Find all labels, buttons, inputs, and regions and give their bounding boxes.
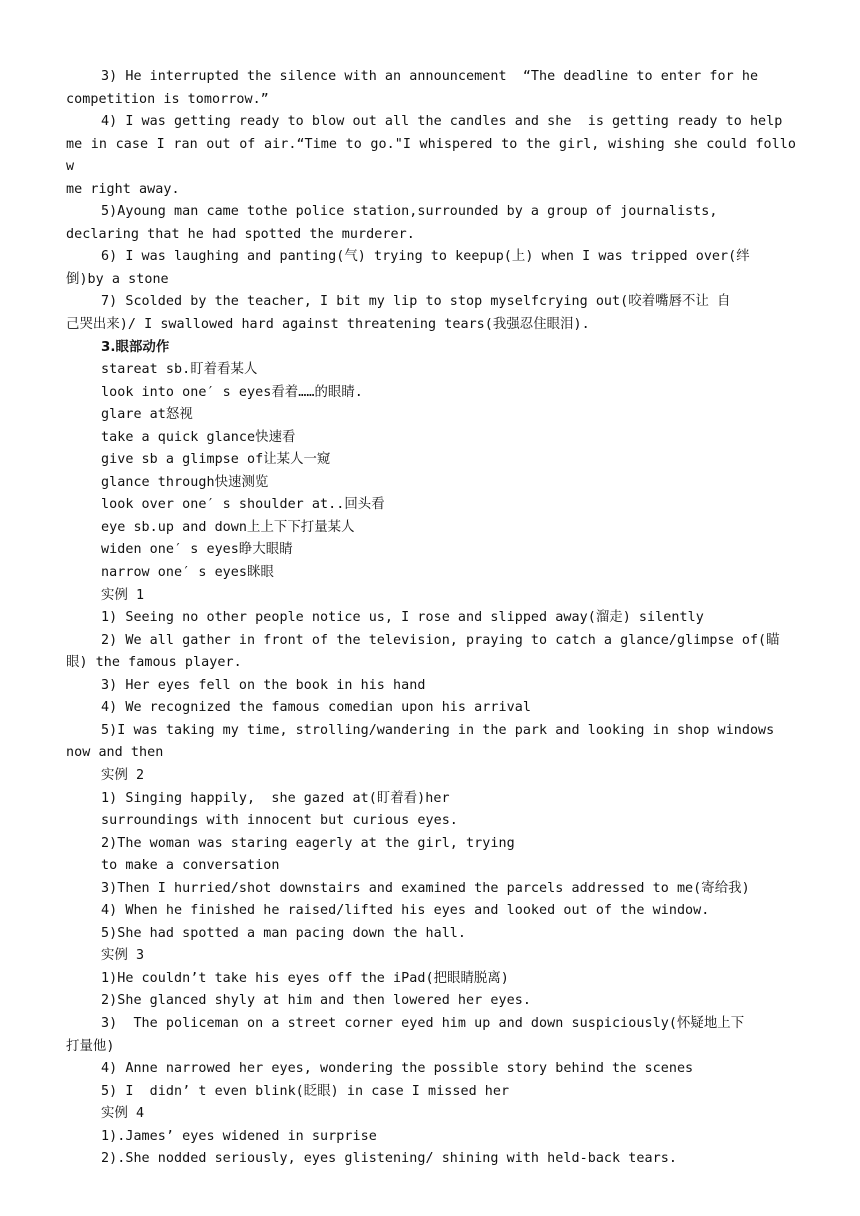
section-heading: 3.眼部动作 xyxy=(101,339,170,355)
text-line: 7) Scolded by the teacher, I bit my lip to stop myselfcrying out(咬着嘴唇不让 自 xyxy=(101,294,731,310)
text-line: 打量他) xyxy=(66,1038,115,1054)
text-line: surroundings with innocent but curious eyes. xyxy=(101,813,458,829)
text-line: 2)She glanced shyly at him and then lowered her eyes. xyxy=(101,993,531,1009)
text-line: 5)I was taking my time, strolling/wandering in the park and looking in shop windows xyxy=(101,722,775,738)
text-line: now and then xyxy=(66,745,164,761)
text-line: me in case I ran out of air.“Time to go."I whispered to the girl, wishing she could follow xyxy=(66,136,796,175)
text-line: 实例 3 xyxy=(101,948,145,964)
text-line: stareat sb.盯着看某人 xyxy=(101,362,258,378)
text-line: 1)He couldn’t take his eyes off the iPad(把眼睛脱离) xyxy=(101,970,509,986)
text-line: 1) Seeing no other people notice us, I rose and slipped away(溜走) silently xyxy=(101,610,704,626)
text-line: 眼) the famous player. xyxy=(66,655,242,671)
text-line: 3) Her eyes fell on the book in his hand xyxy=(101,677,426,693)
text-line: glare at怒视 xyxy=(101,407,193,423)
text-line: 5) I didn’ t even blink(眨眼) in case I missed her xyxy=(101,1083,510,1099)
text-line: declaring that he had spotted the murderer. xyxy=(66,226,415,242)
text-line: 4) Anne narrowed her eyes, wondering the possible story behind the scenes xyxy=(101,1061,694,1077)
text-line: 4) When he finished he raised/lifted his eyes and looked out of the window. xyxy=(101,903,710,919)
text-line: to make a conversation xyxy=(101,858,280,874)
text-line: competition is tomorrow.” xyxy=(66,91,269,107)
text-line: 3) The policeman on a street corner eyed him up and down suspiciously(怀疑地上下 xyxy=(101,1015,745,1031)
text-line: 6) I was laughing and panting(气) trying to keepup(上) when I was tripped over(绊 xyxy=(101,249,750,265)
text-line: 实例 1 xyxy=(101,587,145,603)
text-line: 2)The woman was staring eagerly at the girl, trying xyxy=(101,835,515,851)
text-line: glance through快速测览 xyxy=(101,474,269,490)
text-line: 倒)by a stone xyxy=(66,271,169,287)
text-line: widen one′ s eyes睁大眼睛 xyxy=(101,542,293,558)
text-line: 2).She nodded seriously, eyes glistening/ shining with held-back tears. xyxy=(101,1151,677,1167)
text-line: 5)She had spotted a man pacing down the hall. xyxy=(101,925,467,941)
text-line: 4) We recognized the famous comedian upon his arrival xyxy=(101,700,531,716)
text-line: 5)Ayoung man came tothe police station,surrounded by a group of journalists, xyxy=(101,204,718,220)
text-line: 实例 4 xyxy=(101,1106,145,1122)
text-line: give sb a glimpse of让某人一窥 xyxy=(101,452,331,468)
text-line: 1).James’ eyes widened in surprise xyxy=(101,1128,377,1144)
text-line: 实例 2 xyxy=(101,767,145,783)
text-line: look into one′ s eyes看着……的眼睛. xyxy=(101,384,363,400)
text-line: 己哭出来)/ I swallowed hard against threatening tears(我强忍住眼泪). xyxy=(66,317,590,333)
text-line: 3)Then I hurried/shot downstairs and examined the parcels addressed to me(寄给我) xyxy=(101,880,750,896)
text-line: eye sb.up and down上上下下打量某人 xyxy=(101,519,355,535)
text-line: narrow one′ s eyes眯眼 xyxy=(101,565,274,581)
text-line: 4) I was getting ready to blow out all the candles and she is getting ready to help xyxy=(101,114,783,130)
text-line: 2) We all gather in front of the television, praying to catch a glance/glimpse of(瞄 xyxy=(101,632,780,648)
text-line: me right away. xyxy=(66,181,180,197)
text-line: 3) He interrupted the silence with an announcement “The deadline to enter for he xyxy=(101,69,759,84)
text-line: take a quick glance快速看 xyxy=(101,429,296,445)
text-line: look over one′ s shoulder at..回头看 xyxy=(101,497,385,513)
text-line: 1) Singing happily, she gazed at(盯着看)her xyxy=(101,790,450,806)
